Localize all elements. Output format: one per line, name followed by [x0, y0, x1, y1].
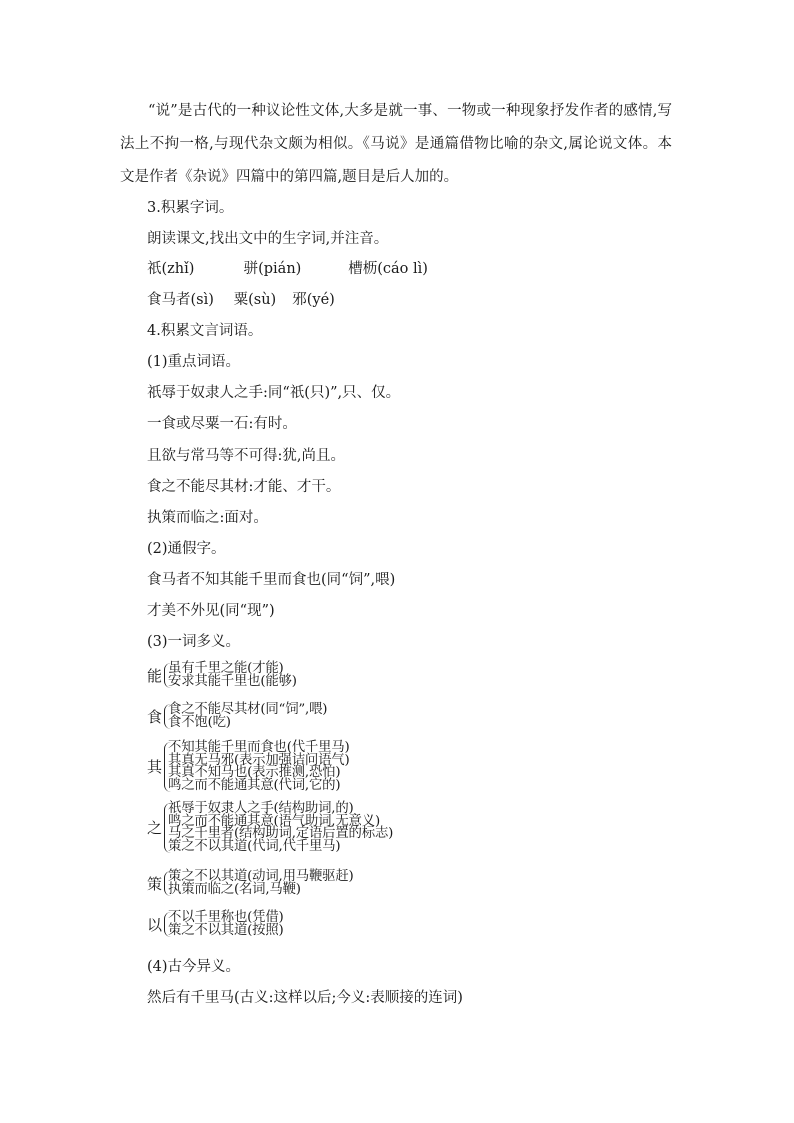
sub1-heading: (1)重点词语。	[147, 354, 241, 370]
keyword-item: 执策而临之:面对。	[147, 510, 268, 526]
vocab-item: 食马者(sì)	[147, 292, 214, 308]
polysemy-item: 其真无马邪(表示加强诘问语气)	[168, 752, 350, 768]
vocab-item: 祇(zhǐ)	[147, 261, 195, 277]
polysemy-item: 执策而临之(名词,马鞭)	[168, 881, 301, 897]
polysemy-char: 之	[147, 819, 163, 838]
polysemy-item: 安求其能千里也(能够)	[168, 673, 297, 689]
polysemy-group-shi	[147, 704, 327, 729]
polysemy-brace	[164, 803, 393, 853]
polysemy-item: 其真不知马也(表示推测,恐怕)	[168, 765, 341, 781]
polysemy-item: 食不饱(吃)	[168, 714, 231, 730]
polysemy-item: 虽有千里之能(才能)	[168, 661, 284, 676]
polysemy-char: 其	[147, 758, 163, 777]
polysemy-group-qi	[147, 742, 350, 792]
polysemy-item: 策之不以其道(代词,代千里马)	[168, 838, 341, 854]
tongjia-item: 才美不外见(同“现”)	[147, 603, 275, 619]
polysemy-group-neng	[147, 663, 297, 688]
intro-paragraph: “说”是古代的一种议论性文体,大多是就一事、一物或一种现象抒发作者的感情,写法上不拘一格,与现代杂文颇为相似。《马说》是通篇借物比喻的杂文,属论说文体。本文是作者《杂说》四篇中的第四篇,题目是后人加的。	[120, 103, 672, 185]
polysemy-brace	[164, 742, 350, 792]
vocab-item: 槽枥(cáo lì)	[348, 261, 428, 277]
polysemy-char: 策	[147, 874, 163, 893]
polysemy-item: 马之千里者(结构助词,定语后置的标志)	[168, 826, 394, 842]
polysemy-item: 食之不能尽其材(同“饲”,喂)	[168, 702, 328, 717]
polysemy-item: 鸣之而不能通其意(代词,它的)	[168, 777, 341, 793]
polysemy-item: 鸣之而不能通其意(语气助词,无意义)	[168, 813, 380, 829]
polysemy-group-zhi	[147, 803, 393, 853]
vocab-item: 骈(pián)	[243, 261, 302, 277]
polysemy-brace	[164, 704, 327, 729]
vocab-row-2	[147, 290, 335, 310]
polysemy-item: 不以千里称也(凭借)	[168, 910, 284, 925]
polysemy-char: 以	[147, 915, 163, 934]
polysemy-char: 能	[147, 666, 163, 685]
sub2-heading: (2)通假字。	[147, 541, 226, 557]
keyword-item: 且欲与常马等不可得:犹,尚且。	[147, 448, 345, 464]
polysemy-item: 祇辱于奴隶人之手(结构助词,的)	[168, 801, 354, 816]
polysemy-char: 食	[147, 707, 163, 726]
sub3-heading: (3)一词多义。	[147, 634, 241, 650]
vocab-row-1	[147, 259, 428, 279]
polysemy-brace	[164, 663, 297, 688]
section3-instruction: 朗读课文,找出文中的生字词,并注音。	[147, 231, 389, 247]
polysemy-item: 策之不以其道(动词,用马鞭驱赶)	[168, 869, 354, 884]
polysemy-group-yi	[147, 912, 284, 937]
tongjia-item: 食马者不知其能千里而食也(同“饲”,喂)	[147, 572, 396, 588]
polysemy-item: 策之不以其道(按照)	[168, 922, 284, 938]
keyword-item: 食之不能尽其材:才能、才干。	[147, 479, 341, 495]
section4-heading: 4.积累文言词语。	[147, 323, 263, 339]
keyword-item: 祇辱于奴隶人之手:同“祇(只)”,只、仅。	[147, 385, 401, 401]
gujin-item: 然后有千里马(古义:这样以后;今义:表顺接的连词)	[147, 990, 463, 1006]
keyword-item: 一食或尽粟一石:有时。	[147, 416, 297, 432]
sub4-heading: (4)古今异义。	[147, 959, 241, 975]
polysemy-item: 不知其能千里而食也(代千里马)	[168, 740, 350, 755]
polysemy-brace	[164, 912, 284, 937]
vocab-item: 邪(yé)	[292, 292, 335, 308]
section3-heading: 3.积累字词。	[147, 200, 234, 216]
polysemy-brace	[164, 871, 354, 896]
vocab-item: 粟(sù)	[233, 292, 277, 308]
polysemy-group-ce	[147, 871, 354, 896]
